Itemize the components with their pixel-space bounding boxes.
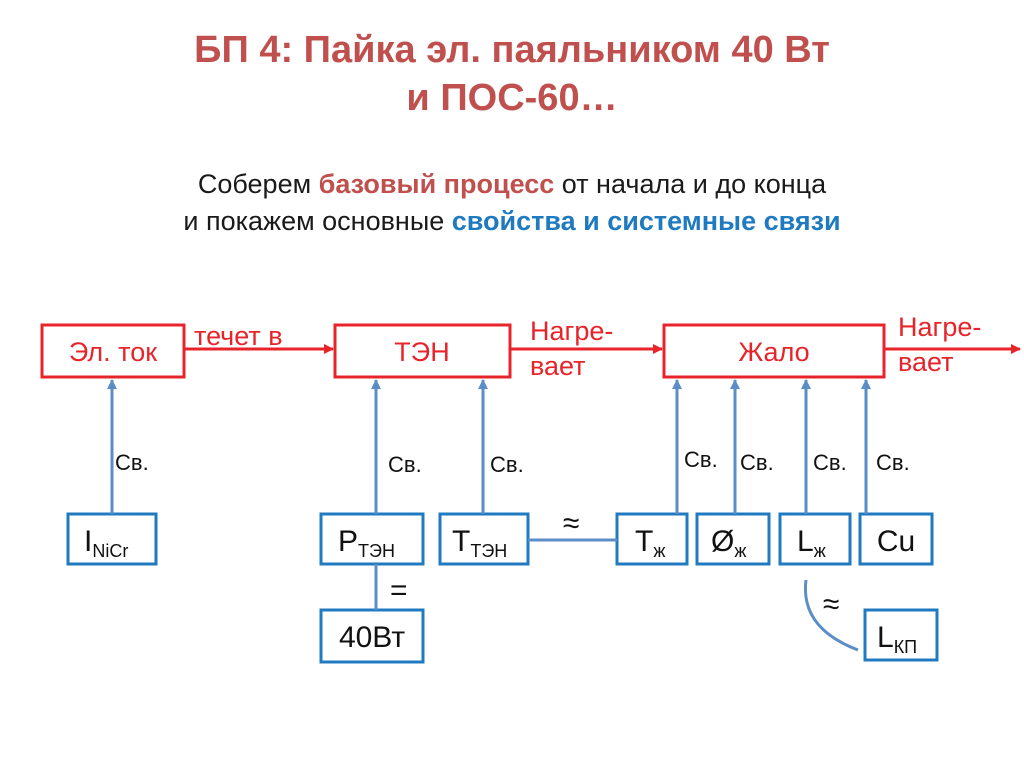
- prop-main: P: [338, 525, 359, 558]
- prop-sub: КП: [893, 637, 918, 657]
- prop-arrow-label: Св.: [490, 452, 524, 477]
- prop-arrow-label: Св.: [876, 450, 910, 475]
- edge-label-flows-into: течет в: [194, 321, 283, 351]
- prop-sub: ТЭН: [470, 541, 508, 561]
- prop-arrow-label: Св.: [388, 452, 422, 477]
- prop-cu-label: Cu: [876, 525, 916, 558]
- edge-label-heats-1a: Нагре-: [530, 316, 614, 346]
- prop-main: I: [84, 525, 93, 558]
- prop-arrow-label: Св.: [115, 450, 149, 475]
- subtitle-text: и покажем основные: [183, 206, 452, 236]
- prop-sub: ж: [734, 541, 747, 561]
- prop-40w-label: 40Вт: [338, 621, 406, 654]
- relation-approx-1: ≈: [563, 507, 580, 540]
- edge-label-heats-2a: Нагре-: [898, 312, 982, 342]
- subtitle-text: от начала и до конца: [554, 169, 827, 199]
- subtitle-highlight-blue: свойства и системные связи: [451, 206, 841, 236]
- relation-approx-2: ≈: [823, 588, 840, 621]
- edge-label-heats-2b: вает: [898, 347, 954, 377]
- prop-arrow-label: Св.: [813, 450, 847, 475]
- prop-main: T: [635, 525, 654, 558]
- prop-main: T: [452, 525, 471, 558]
- subtitle-highlight-red: базовый процесс: [318, 169, 555, 199]
- prop-sub: ж: [653, 541, 666, 561]
- prop-sub: NiCr: [92, 541, 129, 561]
- subtitle-text: Соберем: [197, 169, 319, 199]
- node-current-label: Эл. ток: [68, 337, 158, 367]
- prop-main: L: [797, 525, 814, 558]
- prop-sub: ж: [813, 541, 826, 561]
- title-line-2: и ПОС-60…: [406, 77, 618, 119]
- edge-label-heats-1b: вает: [530, 351, 586, 381]
- relation-equals: =: [390, 574, 408, 607]
- prop-arrow-label: Св.: [740, 450, 774, 475]
- prop-main: L: [877, 621, 894, 654]
- title-line-1: БП 4: Пайка эл. паяльником 40 Вт: [194, 29, 830, 71]
- prop-sub: ТЭН: [358, 541, 395, 561]
- prop-arrow-label: Св.: [684, 447, 718, 472]
- prop-main: Ø: [711, 525, 735, 558]
- node-ten-label: ТЭН: [394, 337, 450, 367]
- node-tip-label: Жало: [738, 337, 810, 367]
